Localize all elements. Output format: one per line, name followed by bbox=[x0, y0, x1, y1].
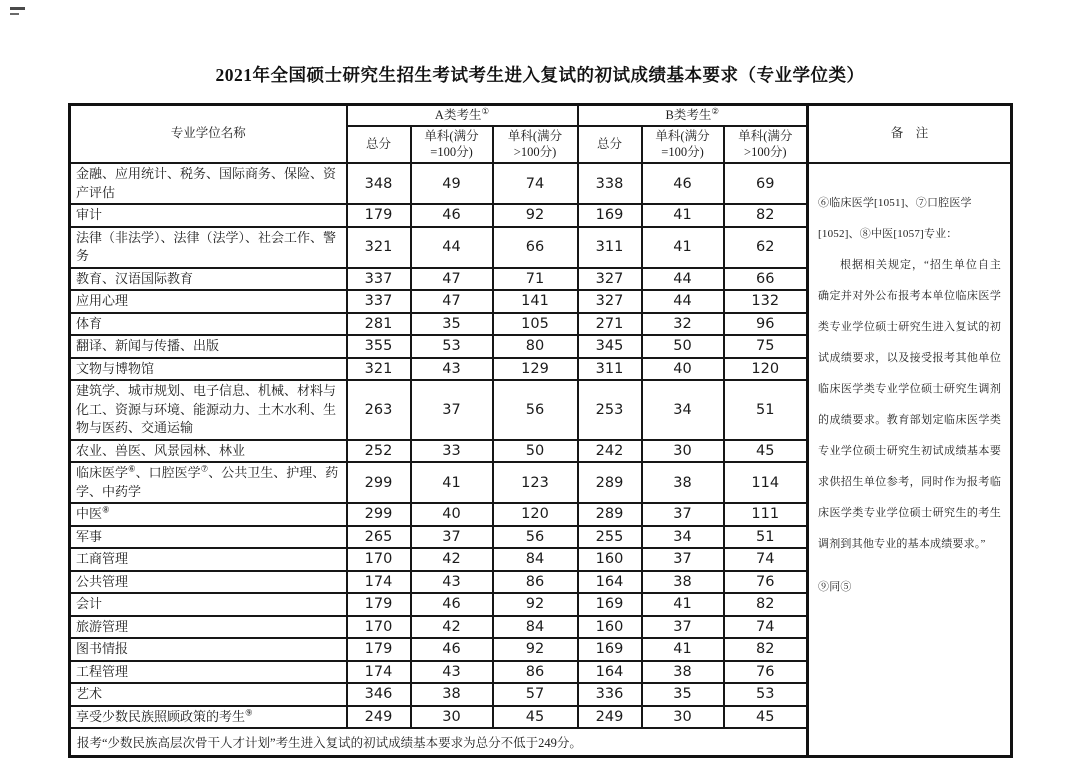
degree-name-cell: 翻译、新闻与传播、出版 bbox=[70, 335, 347, 358]
score-cell: 160 bbox=[578, 548, 642, 571]
score-cell: 47 bbox=[411, 290, 493, 313]
score-cell: 41 bbox=[642, 227, 724, 268]
score-cell: 311 bbox=[578, 227, 642, 268]
scan-artifact bbox=[10, 13, 19, 15]
score-cell: 76 bbox=[724, 661, 808, 684]
header-group-a bbox=[347, 105, 578, 127]
score-cell: 43 bbox=[411, 571, 493, 594]
degree-name-cell: 应用心理 bbox=[70, 290, 347, 313]
score-cell: 86 bbox=[493, 571, 578, 594]
score-cell: 62 bbox=[724, 227, 808, 268]
page-title: 2021年全国硕士研究生招生考试考生进入复试的初试成绩基本要求（专业学位类） bbox=[215, 65, 865, 85]
score-cell: 92 bbox=[493, 638, 578, 661]
score-cell: 40 bbox=[642, 358, 724, 381]
score-cell: 42 bbox=[411, 616, 493, 639]
score-cell: 44 bbox=[642, 290, 724, 313]
score-table-body bbox=[70, 163, 1012, 757]
score-cell: 255 bbox=[578, 526, 642, 549]
score-cell: 345 bbox=[578, 335, 642, 358]
score-cell: 37 bbox=[642, 616, 724, 639]
score-cell: 45 bbox=[724, 706, 808, 729]
degree-name-cell: 工程管理 bbox=[70, 661, 347, 684]
degree-name-cell: 享受少数民族照顾政策的考生⑨ bbox=[70, 706, 347, 729]
score-cell: 253 bbox=[578, 380, 642, 440]
score-cell: 92 bbox=[493, 204, 578, 227]
header-b-single-eq100: 单科(满分=100分) bbox=[642, 126, 724, 163]
score-cell: 263 bbox=[347, 380, 411, 440]
score-cell: 346 bbox=[347, 683, 411, 706]
note-paragraph: ⑨同⑤ bbox=[818, 581, 852, 593]
degree-name-cell: 图书情报 bbox=[70, 638, 347, 661]
score-cell: 123 bbox=[493, 462, 578, 503]
score-cell: 299 bbox=[347, 462, 411, 503]
score-cell: 80 bbox=[493, 335, 578, 358]
score-cell: 38 bbox=[642, 661, 724, 684]
score-cell: 111 bbox=[724, 503, 808, 526]
score-cell: 179 bbox=[347, 593, 411, 616]
score-cell: 51 bbox=[724, 380, 808, 440]
score-cell: 132 bbox=[724, 290, 808, 313]
score-cell: 281 bbox=[347, 313, 411, 336]
scan-artifact bbox=[10, 7, 25, 10]
score-cell: 66 bbox=[724, 268, 808, 291]
score-cell: 75 bbox=[724, 335, 808, 358]
score-cell: 105 bbox=[493, 313, 578, 336]
score-cell: 41 bbox=[642, 204, 724, 227]
note-paragraph: ⑥临床医学[1051]、⑦口腔医学[1052]、⑧中医[1057]专业： bbox=[818, 197, 972, 240]
score-cell: 84 bbox=[493, 548, 578, 571]
score-cell: 86 bbox=[493, 661, 578, 684]
score-cell: 129 bbox=[493, 358, 578, 381]
score-cell: 46 bbox=[411, 638, 493, 661]
score-cell: 34 bbox=[642, 526, 724, 549]
degree-name-cell: 农业、兽医、风景园林、林业 bbox=[70, 440, 347, 463]
group-a-label: A类考生 bbox=[434, 107, 482, 122]
score-cell: 47 bbox=[411, 268, 493, 291]
score-cell: 82 bbox=[724, 593, 808, 616]
score-cell: 338 bbox=[578, 163, 642, 204]
score-cell: 82 bbox=[724, 204, 808, 227]
score-cell: 56 bbox=[493, 380, 578, 440]
score-cell: 170 bbox=[347, 616, 411, 639]
score-cell: 46 bbox=[411, 593, 493, 616]
header-a-single-eq100: 单科(满分=100分) bbox=[411, 126, 493, 163]
footer-note: 报考“少数民族高层次骨干人才计划”考生进入复试的初试成绩基本要求为总分不低于249分。 bbox=[70, 728, 808, 757]
score-cell: 38 bbox=[642, 462, 724, 503]
score-cell: 32 bbox=[642, 313, 724, 336]
group-b-label: B类考生 bbox=[665, 107, 712, 122]
score-cell: 348 bbox=[347, 163, 411, 204]
degree-name-cell: 建筑学、城市规划、电子信息、机械、材料与化工、资源与环境、能源动力、土木水利、生物与医药、交通运输 bbox=[70, 380, 347, 440]
score-cell: 169 bbox=[578, 638, 642, 661]
score-cell: 337 bbox=[347, 268, 411, 291]
degree-name-cell: 军事 bbox=[70, 526, 347, 549]
score-cell: 69 bbox=[724, 163, 808, 204]
score-cell: 289 bbox=[578, 462, 642, 503]
score-cell: 160 bbox=[578, 616, 642, 639]
score-cell: 42 bbox=[411, 548, 493, 571]
score-cell: 321 bbox=[347, 358, 411, 381]
score-cell: 34 bbox=[642, 380, 724, 440]
score-cell: 49 bbox=[411, 163, 493, 204]
degree-name-cell: 中医⑧ bbox=[70, 503, 347, 526]
score-cell: 336 bbox=[578, 683, 642, 706]
score-cell: 249 bbox=[578, 706, 642, 729]
note-paragraph: 根据相关规定，“招生单位自主确定并对外公布报考本单位临床医学类专业学位硕士研究生进入复试的初试成绩要求，以及接受报考其他单位临床医学类专业学位硕士研究生调剂的成绩要求。教育部划定临床医学类专业学位硕士研究生初试成绩基本要求供招生单位参考，同时作为报考临床医学类专业学位硕士研究生的考生调剂到其他专业的基本成绩要求。” bbox=[818, 259, 1002, 550]
score-cell: 53 bbox=[724, 683, 808, 706]
score-cell: 51 bbox=[724, 526, 808, 549]
score-cell: 96 bbox=[724, 313, 808, 336]
header-notes: 备 注 bbox=[808, 105, 1012, 164]
score-cell: 164 bbox=[578, 571, 642, 594]
score-cell: 56 bbox=[493, 526, 578, 549]
score-cell: 41 bbox=[411, 462, 493, 503]
score-cell: 265 bbox=[347, 526, 411, 549]
score-cell: 311 bbox=[578, 358, 642, 381]
score-cell: 41 bbox=[642, 593, 724, 616]
score-cell: 40 bbox=[411, 503, 493, 526]
score-cell: 321 bbox=[347, 227, 411, 268]
degree-name-cell: 旅游管理 bbox=[70, 616, 347, 639]
score-cell: 30 bbox=[642, 706, 724, 729]
score-cell: 120 bbox=[493, 503, 578, 526]
score-cell: 252 bbox=[347, 440, 411, 463]
score-cell: 289 bbox=[578, 503, 642, 526]
degree-name-cell: 体育 bbox=[70, 313, 347, 336]
degree-name-cell: 公共管理 bbox=[70, 571, 347, 594]
score-cell: 242 bbox=[578, 440, 642, 463]
score-cell: 271 bbox=[578, 313, 642, 336]
group-a-superscript: ① bbox=[481, 105, 490, 116]
header-b-single-gt100: 单科(满分>100分) bbox=[724, 126, 808, 163]
degree-name-cell: 临床医学⑥、口腔医学⑦、公共卫生、护理、药学、中药学 bbox=[70, 462, 347, 503]
score-cell: 45 bbox=[493, 706, 578, 729]
score-cell: 327 bbox=[578, 290, 642, 313]
header-group-b bbox=[578, 105, 808, 127]
score-cell: 37 bbox=[411, 526, 493, 549]
score-cell: 50 bbox=[642, 335, 724, 358]
score-cell: 249 bbox=[347, 706, 411, 729]
score-cell: 299 bbox=[347, 503, 411, 526]
score-cell: 43 bbox=[411, 661, 493, 684]
score-cell: 57 bbox=[493, 683, 578, 706]
degree-name-cell: 审计 bbox=[70, 204, 347, 227]
degree-name-cell: 法律（非法学）、法律（法学）、社会工作、警务 bbox=[70, 227, 347, 268]
score-cell: 170 bbox=[347, 548, 411, 571]
score-cell: 327 bbox=[578, 268, 642, 291]
score-cell: 37 bbox=[642, 548, 724, 571]
score-cell: 43 bbox=[411, 358, 493, 381]
score-cell: 66 bbox=[493, 227, 578, 268]
score-cell: 46 bbox=[642, 163, 724, 204]
score-cell: 30 bbox=[642, 440, 724, 463]
table-row bbox=[70, 163, 1012, 204]
score-cell: 30 bbox=[411, 706, 493, 729]
score-cell: 44 bbox=[642, 268, 724, 291]
score-cell: 179 bbox=[347, 638, 411, 661]
header-b-total: 总分 bbox=[578, 126, 642, 163]
score-cell: 45 bbox=[724, 440, 808, 463]
score-cell: 76 bbox=[724, 571, 808, 594]
score-cell: 37 bbox=[411, 380, 493, 440]
score-cell: 174 bbox=[347, 661, 411, 684]
score-cell: 35 bbox=[411, 313, 493, 336]
score-cell: 71 bbox=[493, 268, 578, 291]
score-cell: 50 bbox=[493, 440, 578, 463]
score-cell: 84 bbox=[493, 616, 578, 639]
score-cell: 38 bbox=[411, 683, 493, 706]
score-cell: 174 bbox=[347, 571, 411, 594]
score-cell: 53 bbox=[411, 335, 493, 358]
score-cell: 141 bbox=[493, 290, 578, 313]
score-cell: 337 bbox=[347, 290, 411, 313]
header-degree-name: 专业学位名称 bbox=[70, 105, 347, 164]
score-cell: 169 bbox=[578, 593, 642, 616]
degree-name-cell: 艺术 bbox=[70, 683, 347, 706]
score-cell: 38 bbox=[642, 571, 724, 594]
score-cell: 74 bbox=[493, 163, 578, 204]
score-cell: 92 bbox=[493, 593, 578, 616]
score-cell: 74 bbox=[724, 548, 808, 571]
header-row-groups bbox=[70, 105, 1012, 127]
score-cell: 35 bbox=[642, 683, 724, 706]
score-cell: 37 bbox=[642, 503, 724, 526]
score-cell: 164 bbox=[578, 661, 642, 684]
degree-name-cell: 金融、应用统计、税务、国际商务、保险、资产评估 bbox=[70, 163, 347, 204]
score-cell: 46 bbox=[411, 204, 493, 227]
score-cell: 82 bbox=[724, 638, 808, 661]
degree-name-cell: 教育、汉语国际教育 bbox=[70, 268, 347, 291]
table-header bbox=[70, 105, 1012, 164]
notes-cell bbox=[808, 163, 1012, 757]
degree-name-cell: 文物与博物馆 bbox=[70, 358, 347, 381]
score-cell: 33 bbox=[411, 440, 493, 463]
score-cell: 355 bbox=[347, 335, 411, 358]
score-cell: 74 bbox=[724, 616, 808, 639]
score-cell: 169 bbox=[578, 204, 642, 227]
degree-name-cell: 会计 bbox=[70, 593, 347, 616]
score-cell: 179 bbox=[347, 204, 411, 227]
score-cell: 44 bbox=[411, 227, 493, 268]
score-cell: 114 bbox=[724, 462, 808, 503]
degree-name-cell: 工商管理 bbox=[70, 548, 347, 571]
header-a-total: 总分 bbox=[347, 126, 411, 163]
score-cell: 120 bbox=[724, 358, 808, 381]
score-table bbox=[68, 103, 1013, 758]
header-a-single-gt100: 单科(满分>100分) bbox=[493, 126, 578, 163]
score-cell: 41 bbox=[642, 638, 724, 661]
group-b-superscript: ② bbox=[711, 105, 719, 116]
